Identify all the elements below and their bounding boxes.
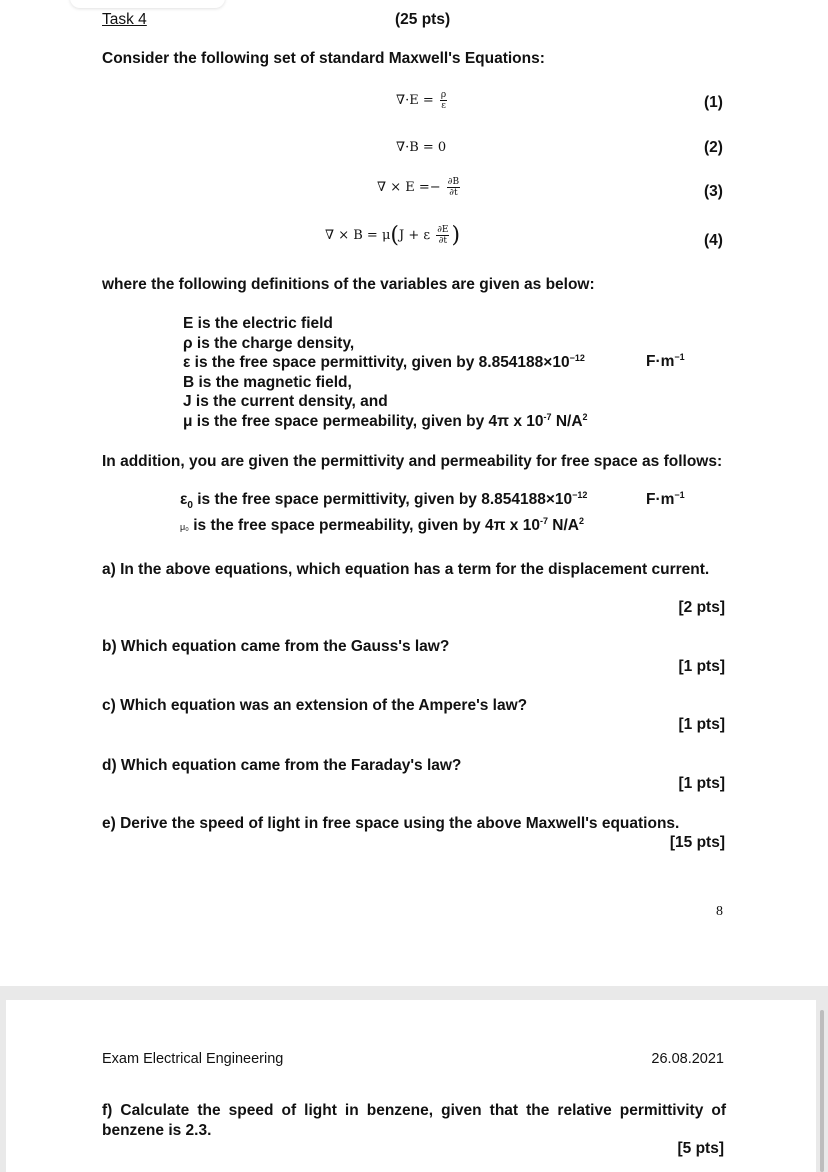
equation-2	[396, 140, 446, 155]
equation-3	[377, 177, 462, 198]
equation-3-denominator: ∂t	[449, 188, 458, 198]
equation-4	[325, 223, 460, 248]
question-b: b) Which equation came from the Gauss's law?	[102, 638, 450, 655]
definition-eps-unit: $F\cdot m^{-1}$	[646, 351, 685, 370]
equation-3-lhs: ∇ × E =−	[377, 180, 441, 195]
equation-3-label: (3)	[704, 183, 723, 200]
equation-4-denominator: ∂t	[438, 236, 447, 246]
question-a: a) In the above equations, which equation has a term for the displacement current.	[102, 561, 710, 578]
equation-4-label: (4)	[704, 232, 723, 249]
exam-date: 26.08.2021	[651, 1051, 724, 1067]
eps0-symbol: $\varepsilon_0$	[180, 491, 193, 512]
task-title: Task 4	[102, 11, 147, 28]
definition-eps: ε is the free space permittivity, given by $8.854188\times 10^{-12}$	[183, 353, 585, 372]
equation-2-label: (2)	[704, 139, 723, 156]
equation-1-label: (1)	[704, 94, 723, 111]
definition-e: E is the electric field	[183, 315, 333, 332]
question-d: d) Which equation came from the Faraday's law?	[102, 757, 462, 774]
close-paren: )	[451, 223, 461, 248]
document-page-2	[6, 1000, 816, 1172]
question-c: c) Which equation was an extension of the Ampere's law?	[102, 697, 528, 714]
scrollbar[interactable]	[820, 1010, 824, 1172]
equation-2-lhs: ∇·B = 0	[396, 140, 447, 155]
definition-b: B is the magnetic field,	[183, 373, 352, 391]
intro-text: Consider the following set of standard Maxwell's Equations:	[102, 50, 545, 67]
question-d-points: [1 pts]	[678, 775, 725, 792]
definition-mu: μ is the free space permeability, given by 4π x $10^{-7}$ $N/A^2$	[183, 411, 588, 430]
page-edge-shadow	[70, 0, 225, 8]
equation-1-denominator: ε	[441, 101, 446, 111]
equation-1-lhs: ∇·E =	[396, 93, 434, 108]
definitions-intro: where the following definitions of the variables are given as below:	[102, 276, 595, 293]
question-f: f) Calculate the speed of light in benzene, given that the relative permittivity of benzene is 2.3.	[102, 1102, 726, 1139]
equation-4-fraction	[436, 225, 449, 246]
exam-title: Exam Electrical Engineering	[102, 1051, 284, 1067]
equation-4-mid: J + ε	[399, 228, 431, 243]
task-points: (25 pts)	[395, 11, 451, 28]
eps0-unit: $F\cdot m^{-1}$	[646, 489, 685, 508]
definitions-list	[183, 314, 588, 432]
equation-3-numerator: ∂B	[447, 177, 460, 187]
question-f-points: [5 pts]	[677, 1140, 724, 1157]
question-b-points: [1 pts]	[678, 658, 725, 675]
question-e-points: [15 pts]	[669, 834, 725, 851]
mu0-line: μ₀ is the free space permeability, given by 4π x $10^{-7}$ $N/A^2$	[180, 515, 584, 534]
addition-paragraph: In addition, you are given the permittivity and permeability for free space as follows:	[102, 453, 723, 470]
definition-j: J is the current density, and	[183, 393, 388, 411]
equation-1	[396, 90, 449, 111]
equation-1-numerator: ρ	[440, 90, 447, 100]
definition-rho: ρ is the charge density,	[183, 334, 355, 352]
eps0-line: $\varepsilon_0$ is the free space permittivity, given by $8.854188\times 10^{-12}$	[180, 489, 588, 512]
equation-4-lhs: ∇ × B = μ	[325, 228, 391, 243]
mu0-symbol: μ₀	[180, 522, 189, 532]
equation-1-fraction	[440, 90, 447, 111]
question-a-points: [2 pts]	[678, 599, 725, 616]
page-number: 8	[716, 904, 723, 919]
question-e: e) Derive the speed of light in free space using the above Maxwell's equations.	[102, 815, 680, 832]
question-c-points: [1 pts]	[678, 716, 725, 733]
open-paren: (	[390, 223, 399, 248]
equation-3-fraction	[447, 177, 460, 198]
equation-4-numerator: ∂E	[437, 225, 449, 235]
